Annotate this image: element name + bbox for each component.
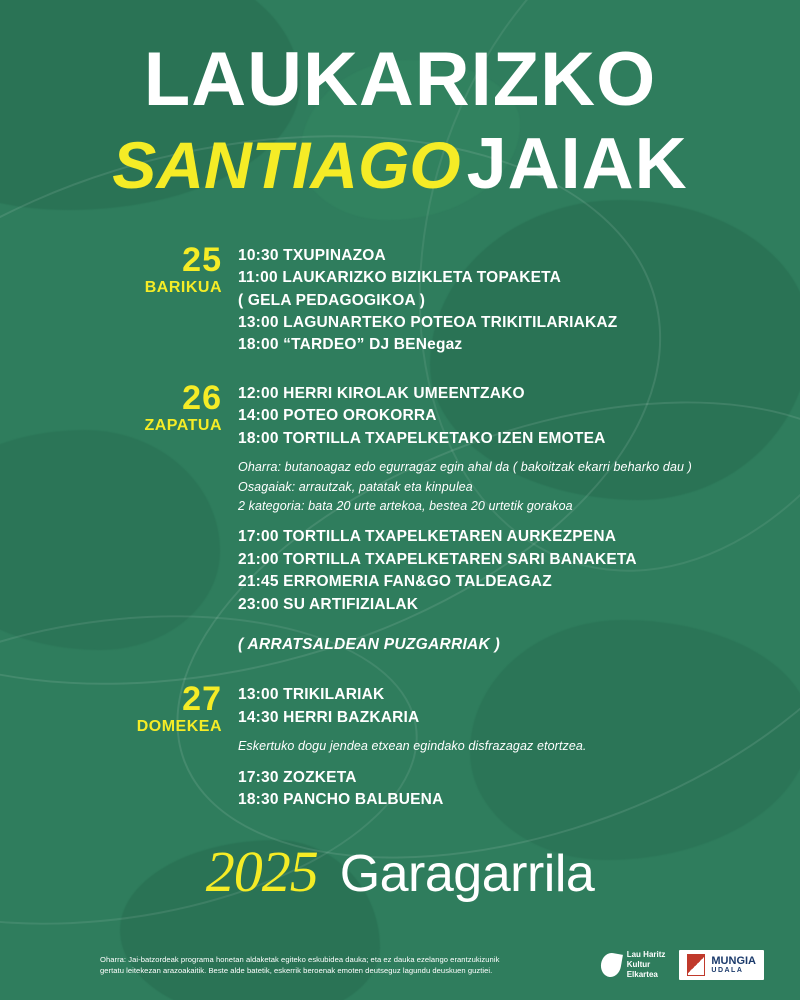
date-footer [0, 838, 800, 905]
day-entries [238, 682, 800, 811]
entry-text: ZOZKETA [283, 768, 357, 786]
schedule-entry [238, 383, 800, 405]
schedule-entry [238, 428, 800, 450]
day-number: 26 [182, 378, 222, 417]
entry-time: 18:00 [238, 429, 279, 447]
entry-note: Oharra: butanoagaz edo egurragaz egin ahal da ( bakoitzak ekarri beharko dau ) [238, 460, 692, 475]
entry-text: TORTILLA TXAPELKETAREN SARI BANAKETA [283, 550, 637, 568]
schedule-list [0, 240, 800, 812]
entry-text: LAGUNARTEKO POTEOA TRIKITILARIAKAZ [283, 313, 618, 331]
entry-time: 13:00 [238, 313, 279, 331]
entry-text: TORTILLA TXAPELKETAREN AURKEZPENA [283, 528, 617, 546]
schedule-entry [238, 571, 800, 593]
schedule-entry [238, 767, 800, 789]
mungia-sub: UDALA [711, 967, 744, 975]
schedule-entry [238, 707, 800, 729]
title-line-2 [0, 124, 800, 205]
schedule-entry [238, 312, 800, 334]
schedule-entry [238, 245, 800, 267]
mungia-logo-text [711, 956, 756, 975]
entry-text: TORTILLA TXAPELKETAKO IZEN EMOTEA [283, 429, 606, 447]
entry-text: POTEO OROKORRA [283, 407, 437, 425]
entry-time: 21:45 [238, 573, 279, 591]
entry-note-group [238, 737, 800, 756]
crest-icon [687, 954, 705, 976]
day-number: 25 [182, 240, 222, 279]
day-number: 27 [182, 680, 222, 719]
mungia-udala-logo [679, 950, 764, 980]
schedule-day [108, 240, 800, 357]
lau-haritz-line-3: Elkartea [626, 970, 658, 979]
day-entries [238, 381, 800, 658]
entry-time: 10:30 [238, 246, 279, 264]
schedule-entry [238, 405, 800, 427]
poster-title [0, 0, 800, 205]
entry-time: 18:30 [238, 791, 279, 809]
disclaimer-text: Oharra: Jai-batzordeak programa honetan aldaketak egiteko eskubidea dauka; eta ez dauka ezelango erantzukizunik gertatu leitekezan arazoakaitik. Beste alde batetik, eskerrik beroenak emoten deutseguz lagundu deuskuen guztiei. [100, 954, 500, 975]
schedule-entry [238, 290, 800, 312]
entry-text: HERRI KIROLAK UMEENTZAKO [283, 384, 525, 402]
day-name: ZAPATUA [144, 416, 222, 434]
entry-time: 11:00 [238, 269, 278, 287]
entry-time: 17:00 [238, 528, 279, 546]
entry-time: 13:00 [238, 686, 279, 704]
title-santiago: SANTIAGO [112, 128, 461, 203]
mungia-name: MUNGIA [711, 954, 756, 967]
entry-text: ERROMERIA FAN&GO TALDEAGAZ [283, 573, 552, 591]
schedule-entry [238, 684, 800, 706]
lau-haritz-line-2: Kultur [626, 960, 651, 969]
entry-highlight: ( ARRATSALDEAN PUZGARRIAK ) [238, 636, 501, 654]
lau-haritz-logo-text [627, 950, 666, 980]
title-jaiak: JAIAK [466, 124, 688, 205]
logo-group [601, 950, 764, 980]
lau-haritz-logo [601, 950, 666, 980]
day-header [108, 378, 238, 658]
entry-text: PANCHO BALBUENA [283, 791, 444, 809]
day-name: BARIKUA [144, 278, 222, 296]
entry-time: 18:00 [238, 336, 279, 354]
entry-text: HERRI BAZKARIA [283, 708, 420, 726]
schedule-entry [238, 267, 800, 289]
month-label: Garagarrila [339, 844, 595, 903]
day-name: DOMEKEA [136, 718, 222, 736]
entry-note-group [238, 458, 800, 516]
year-label: 2025 [205, 838, 318, 904]
entry-time: 17:30 [238, 768, 279, 786]
entry-time: 21:00 [238, 550, 279, 568]
title-line-1: LAUKARIZKO [143, 37, 657, 122]
entry-text: ( GELA PEDAGOGIKOA ) [238, 291, 426, 309]
entry-note: Osagaiak: arrautzak, patatak eta kinpulea [238, 479, 473, 494]
entry-note: 2 kategoria: bata 20 urte artekoa, bestea 20 urtetik gorakoa [238, 499, 573, 514]
day-header [108, 682, 238, 811]
entry-note: Eskertuko dogu jendea etxean egindako disfrazagaz etortzea. [238, 739, 587, 754]
entry-text: TRIKILARIAK [283, 686, 385, 704]
entry-text: “TARDEO” DJ BENegaz [283, 336, 463, 354]
schedule-day [108, 682, 800, 811]
entry-text: LAUKARIZKO BIZIKLETA TOPAKETA [282, 269, 562, 287]
day-entries [238, 243, 800, 357]
schedule-day [108, 378, 800, 658]
poster-footer [0, 930, 800, 1000]
schedule-entry [238, 789, 800, 811]
leaf-icon [599, 951, 623, 978]
entry-text: TXUPINAZOA [283, 246, 386, 264]
entry-time: 14:30 [238, 708, 279, 726]
schedule-entry [238, 594, 800, 616]
schedule-entry [238, 334, 800, 356]
entry-time: 14:00 [238, 407, 279, 425]
entry-time: 23:00 [238, 595, 279, 613]
entry-time: 12:00 [238, 384, 279, 402]
day-header [108, 240, 238, 357]
entry-text: SU ARTIFIZIALAK [283, 595, 419, 613]
lau-haritz-line-1: Lau Haritz [626, 950, 666, 959]
schedule-entry [238, 549, 800, 571]
schedule-entry [238, 526, 800, 548]
